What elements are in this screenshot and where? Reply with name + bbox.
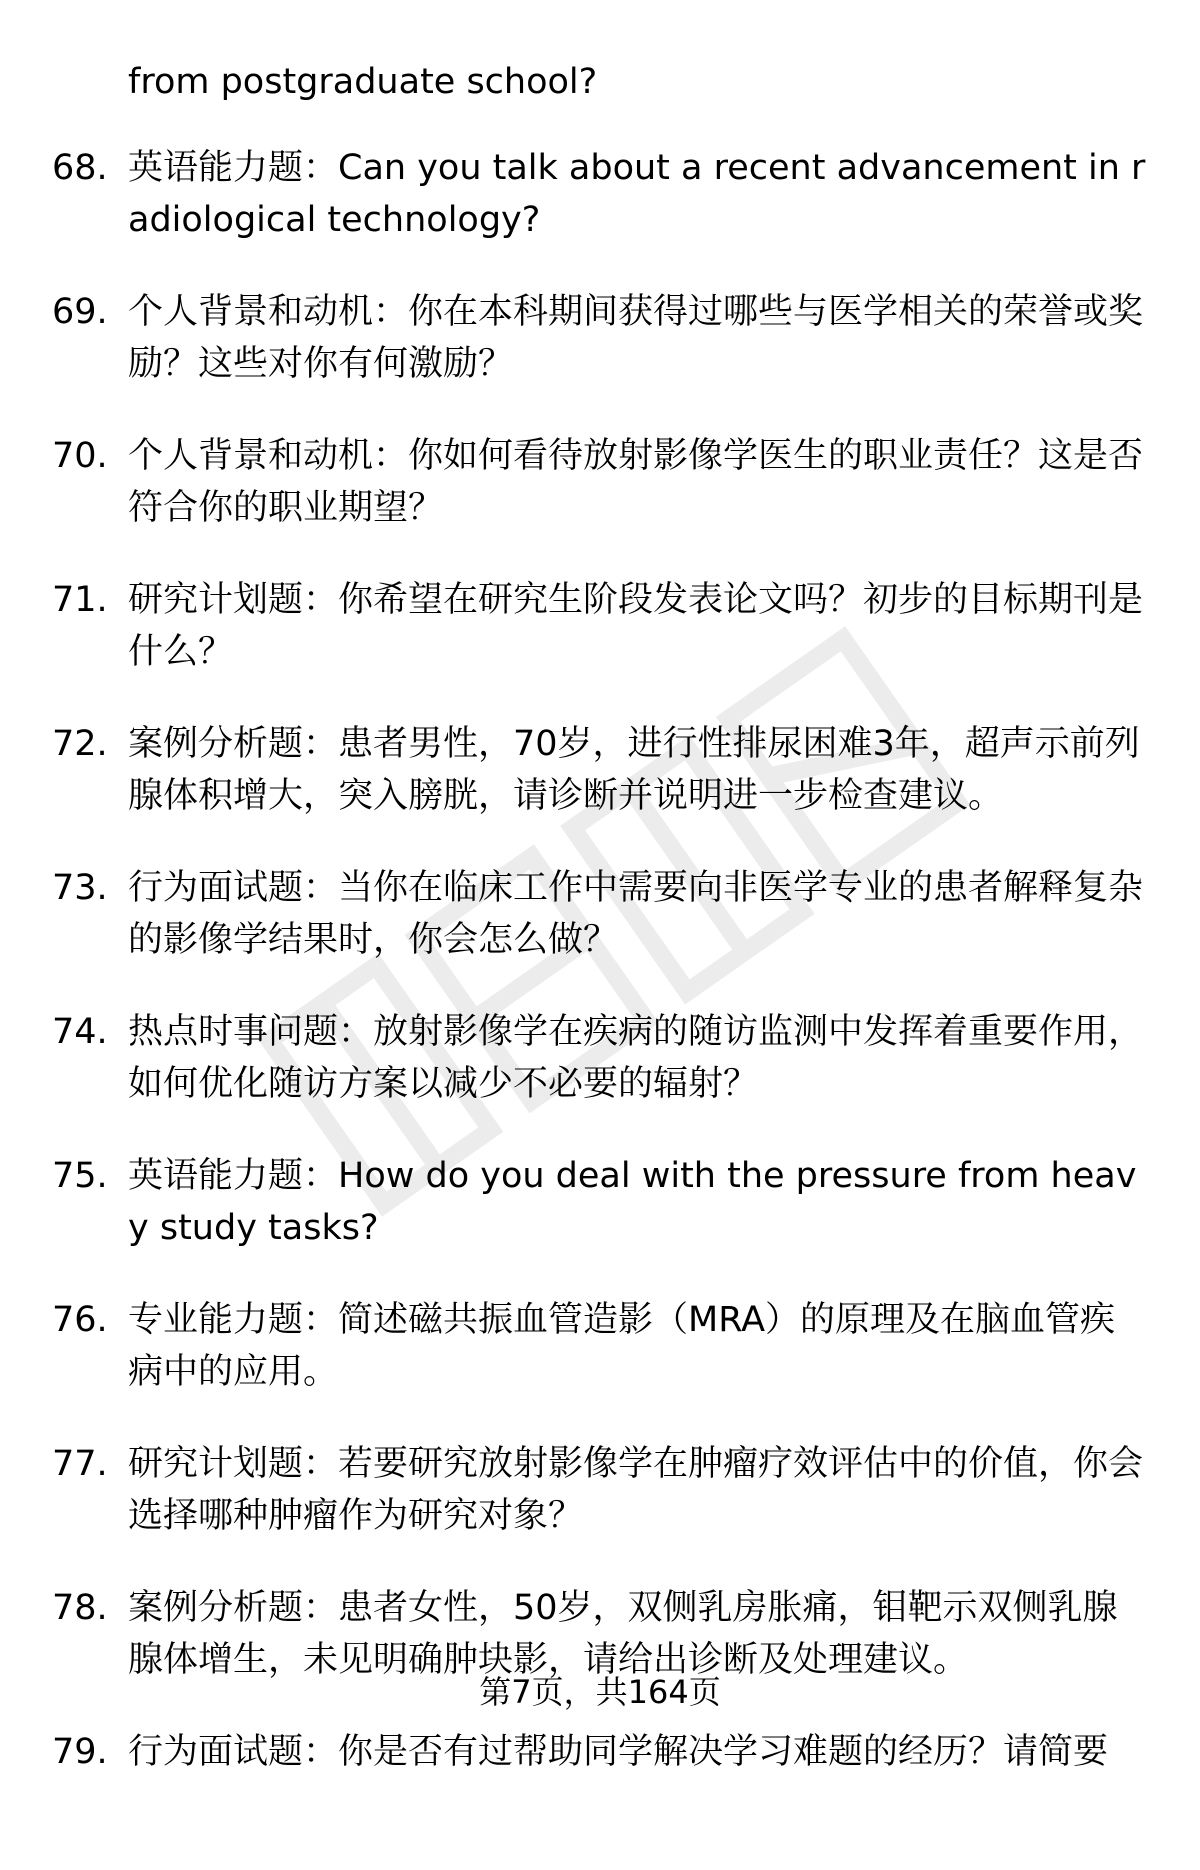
page-number-footer: 第7页，共164页 — [479, 1673, 721, 1711]
question-item — [0, 718, 1200, 862]
question-number: 71. — [52, 580, 108, 620]
question-text: 行为面试题：当你在临床工作中需要向非医学专业的患者解释复杂的影像学结果时，你会怎么做？ — [128, 868, 1144, 960]
question-text: 英语能力题：How do you deal with the pressure from heavy study tasks? — [128, 1156, 1137, 1248]
question-number: 70. — [52, 436, 108, 476]
question-text: 案例分析题：患者男性，70岁，进行性排尿困难3年，超声示前列腺体积增大，突入膀胱，请诊断并说明进一步检查建议。 — [128, 724, 1140, 816]
question-number: 77. — [52, 1444, 108, 1484]
question-number: 72. — [52, 724, 108, 764]
question-item — [0, 286, 1200, 430]
question-text: 个人背景和动机：你如何看待放射影像学医生的职业责任？这是否符合你的职业期望？ — [128, 436, 1144, 528]
question-text: 英语能力题：Can you talk about a recent advancement in radiological technology? — [128, 148, 1146, 240]
question-list — [0, 142, 1200, 1870]
question-number: 73. — [52, 868, 108, 908]
question-item — [0, 1294, 1200, 1438]
question-number: 69. — [52, 292, 108, 332]
continued-question-text: from postgraduate school? — [128, 62, 598, 102]
question-text: 行为面试题：你是否有过帮助同学解决学习难题的经历？请简要 — [128, 1732, 1109, 1772]
question-number: 74. — [52, 1012, 108, 1052]
question-item — [0, 1726, 1200, 1870]
question-item — [0, 574, 1200, 718]
question-item — [0, 1438, 1200, 1582]
question-text: 个人背景和动机：你在本科期间获得过哪些与医学相关的荣誉或奖励？这些对你有何激励？ — [128, 292, 1144, 384]
question-text: 研究计划题：若要研究放射影像学在肿瘤疗效评估中的价值，你会选择哪种肿瘤作为研究对象？ — [128, 1444, 1144, 1536]
question-item — [0, 1150, 1200, 1294]
question-item — [0, 1006, 1200, 1150]
question-text: 研究计划题：你希望在研究生阶段发表论文吗？初步的目标期刊是什么？ — [128, 580, 1144, 672]
question-text: 案例分析题：患者女性，50岁，双侧乳房胀痛，钼靶示双侧乳腺腺体增生，未见明确肿块影，请给出诊断及处理建议。 — [128, 1588, 1118, 1680]
question-item — [0, 142, 1200, 286]
question-text: 专业能力题：简述磁共振血管造影（MRA）的原理及在脑血管疾病中的应用。 — [128, 1300, 1116, 1392]
question-number: 75. — [52, 1156, 108, 1196]
question-number: 78. — [52, 1588, 108, 1628]
question-text: 热点时事问题：放射影像学在疾病的随访监测中发挥着重要作用，如何优化随访方案以减少不必要的辐射？ — [128, 1012, 1144, 1104]
question-item — [0, 862, 1200, 1006]
question-number: 76. — [52, 1300, 108, 1340]
question-item — [0, 430, 1200, 574]
question-number: 79. — [52, 1732, 108, 1772]
question-number: 68. — [52, 148, 108, 188]
